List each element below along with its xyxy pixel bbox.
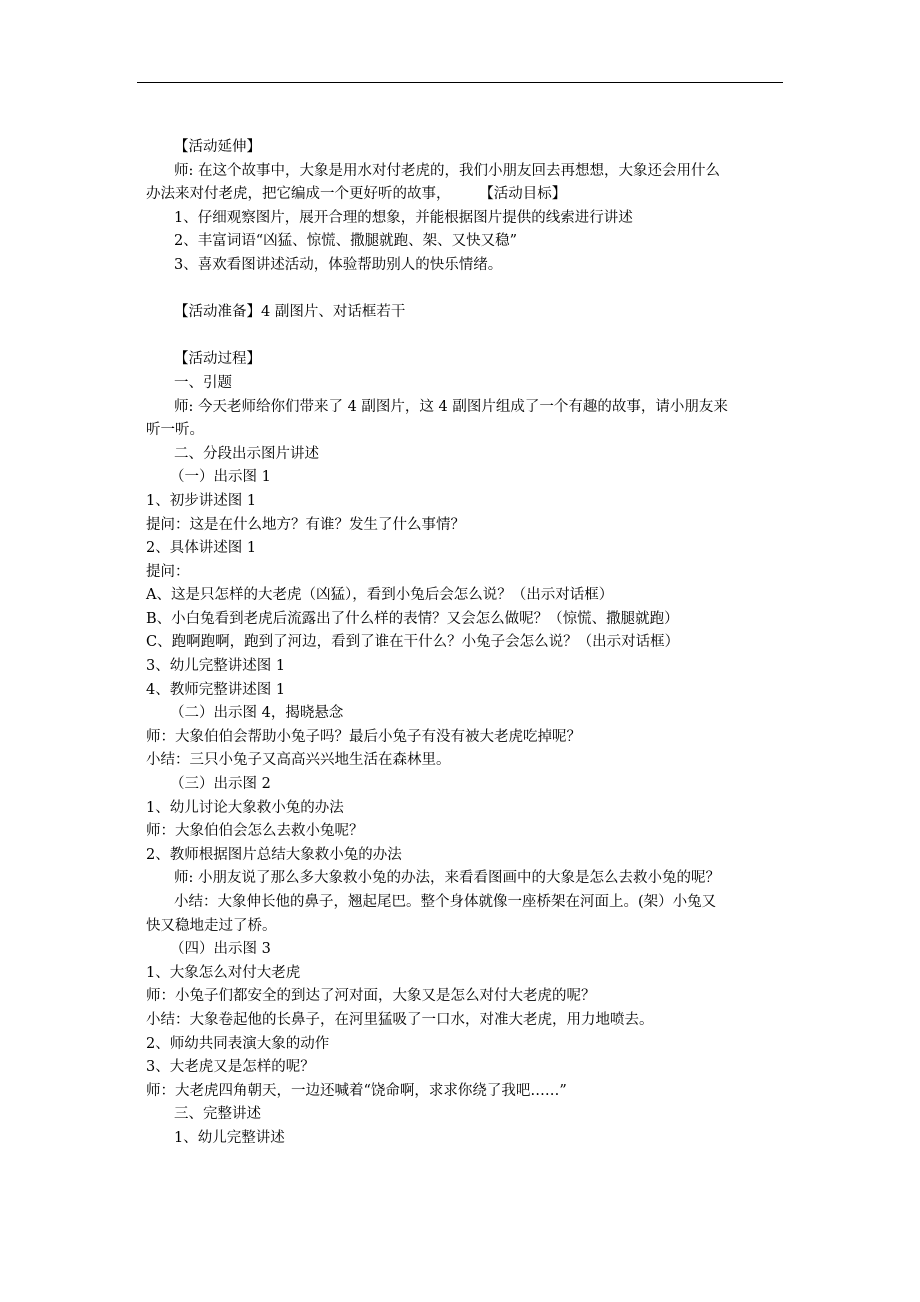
- list-item: 3、大老虎又是怎样的呢？: [146, 1059, 315, 1076]
- header-rule: [137, 82, 783, 83]
- paragraph: 师: 小朋友说了那么多大象救小兔的办法，来看看图画中的大象是怎么去救小兔的呢？: [174, 870, 720, 887]
- list-item: 3、喜欢看图讲述活动，体验帮助别人的快乐情绪。: [174, 256, 503, 273]
- list-item: 小结：三只小兔子又高高兴兴地生活在森林里。: [146, 752, 451, 769]
- list-item: 1、大象怎么对付大老虎: [146, 964, 301, 981]
- list-item: 三、完整讲述: [174, 1106, 261, 1123]
- list-item: （三）出示图 2: [170, 776, 271, 793]
- list-item: 2、师幼共同表演大象的动作: [146, 1035, 330, 1052]
- list-item: 提问：这是在什么地方？有谁？发生了什么事情？: [146, 516, 465, 533]
- list-item: 师：小兔子们都安全的到达了河对面，大象又是怎么对付大老虎的呢？: [146, 988, 596, 1005]
- list-item: 小结：大象卷起他的长鼻子，在河里猛吸了一口水，对准大老虎，用力地喷去。: [146, 1011, 654, 1028]
- list-item: 师：大老虎四角朝天，一边还喊着“饶命啊，求求你绕了我吧……”: [146, 1082, 567, 1099]
- list-item: 师：大象伯伯会帮助小兔子吗？最后小兔子有没有被大老虎吃掉呢？: [146, 728, 581, 745]
- list-item: 4、教师完整讲述图 1: [146, 681, 286, 698]
- list-item: 2、具体讲述图 1: [146, 540, 257, 557]
- list-item: （二）出示图 4，揭晓悬念: [170, 705, 344, 722]
- paragraph: 师: 在这个故事中，大象是用水对付老虎的，我们小朋友回去再想想，大象还会用什么: [174, 162, 720, 179]
- list-item: 师：大象伯伯会怎么去救小兔呢？: [146, 823, 364, 840]
- paragraph-line: 听一听。: [146, 422, 204, 439]
- paragraph: 师: 今天老师给你们带来了 4 副图片，这 4 副图片组成了一个有趣的故事，请小朋友来: [174, 398, 728, 415]
- section-heading-goals: 【活动目标】: [486, 186, 567, 203]
- list-item: 2、丰富词语“凶猛、惊慌、撒腿就跑、架、又快又稳”: [174, 233, 518, 250]
- list-item: 1、初步讲述图 1: [146, 492, 257, 509]
- document-body: [146, 136, 792, 1151]
- list-item: 1、幼儿完整讲述: [174, 1129, 285, 1146]
- list-item: 二、分段出示图片讲述: [174, 445, 319, 462]
- list-item: 一、引题: [174, 374, 232, 391]
- section-heading-extension: 【活动延伸】: [174, 139, 261, 155]
- list-item: （一）出示图 1: [170, 469, 271, 486]
- list-item: A、这是只怎样的大老虎（凶猛），看到小兔后会怎么说？（出示对话框）: [146, 587, 614, 604]
- list-item: （四）出示图 3: [170, 941, 271, 958]
- list-item: 3、幼儿完整讲述图 1: [146, 658, 286, 675]
- paragraph: 小结：大象伸长他的鼻子，翘起尾巴。整个身体就像一座桥架在河面上。(架）小兔又: [174, 894, 717, 910]
- list-item: 1、幼儿讨论大象救小兔的办法: [146, 799, 344, 816]
- section-heading-process: 【活动过程】: [174, 351, 261, 368]
- list-item: 提问：: [146, 563, 190, 580]
- paragraph-line: 办法来对付老虎，把它编成一个更好听的故事， 【活动目标】: [146, 186, 567, 203]
- paragraph-line: 快又稳地走过了桥。: [146, 917, 277, 934]
- list-item: 1、仔细观察图片，展开合理的想象，并能根据图片提供的线索进行讲述: [174, 209, 633, 226]
- list-item: C、跑啊跑啊，跑到了河边，看到了谁在干什么？小兔子会怎么说？（出示对话框）: [146, 634, 680, 651]
- list-item: B、小白兔看到老虎后流露出了什么样的表情？又会怎么做呢？（惊慌、撒腿就跑）: [146, 610, 679, 627]
- section-heading-preparation: 【活动准备】4 副图片、对话框若干: [174, 304, 406, 321]
- list-item: 2、教师根据图片总结大象救小兔的办法: [146, 846, 402, 863]
